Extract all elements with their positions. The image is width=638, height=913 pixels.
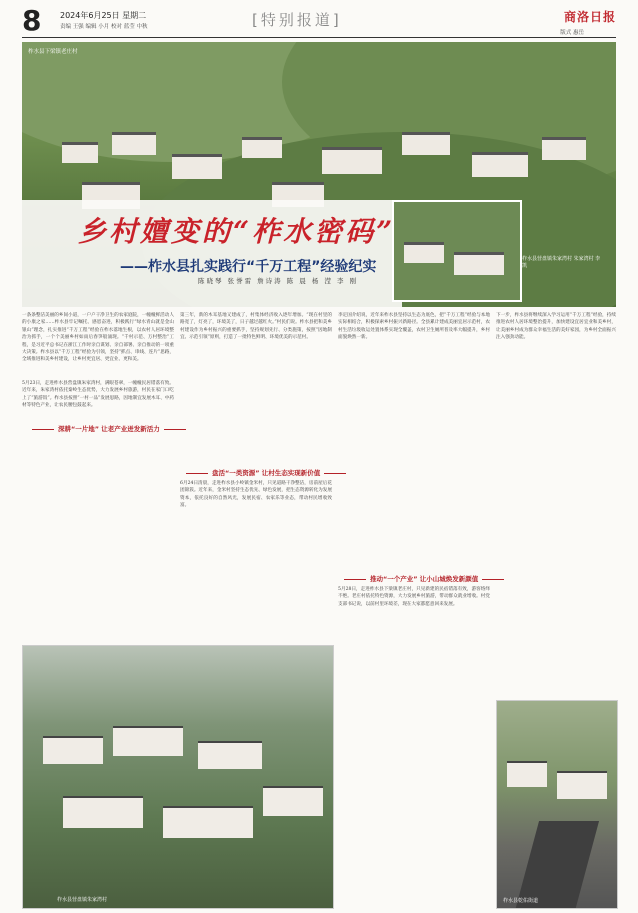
article-column-4	[496, 312, 616, 692]
village-house	[63, 796, 143, 828]
paragraph: 李定国介绍说，近年来柞水县坚持以生态为底色，把“千万工程”经验与本地实际相结合，积极探索乡村振兴新路径。全县累计建成美丽宜居示范村，农村生活垃圾收运处置体系实现全覆盖，农村卫生厕所普及率大幅提升，乡村面貌焕然一新。	[338, 313, 490, 341]
village-photo-left	[22, 645, 334, 909]
issue-date: 2024年6月25日 星期二	[60, 11, 147, 20]
photo-caption: 柞水县营盘镇朱家湾村	[57, 897, 108, 903]
paragraph: 第三年，新的木耳基地又建成了，村集体经济收入逐年增加。“现在村里的路宽了，灯亮了，环境美了，日子越过越红火。”村民们说。柞水县把和美乡村建设作为乡村振兴的重要抓手，坚持规划先行、分类施策，按照“因地制宜、示范引领”原则，打造了一批特色鲜明、环境优美的示范村。	[180, 313, 332, 341]
town-photo-right	[496, 700, 618, 909]
village-house	[322, 147, 382, 174]
village-house	[172, 154, 222, 179]
hero-caption: 柞水县下梁镇老庄村	[28, 49, 78, 55]
article-byline: 陈晓琴 张誉雷 詹诗涛 陈 晨 杨 滢 李 刚	[198, 277, 359, 285]
village-house	[112, 132, 156, 155]
article-column-3b	[338, 586, 490, 906]
article-column-1	[22, 312, 174, 642]
photo-caption: 柞水县乾佑街道	[503, 898, 539, 904]
paragraph: 5月23日，走进柞水县营盘镇朱家湾村，满眼苍翠，一幢幢民居错落有致。近年来，朱家湾村依托秦岭生态优势，大力发展乡村旅游，村民在家门口吃上了“旅游饭”。柞水县按照“一村一品”发展思路，因地制宜发展木耳、中药材等特色产业，让农民腰包鼓起来。	[22, 380, 174, 409]
paragraph: 6月24日清晨，走进柞水县小岭镇金米村，只见道路干净整洁，房前屋后花团锦簇。近年来，金米村坚持生态优先、绿色发展，把生态资源转化为发展资本，依托良好的自然风光，发展民宿、农家乐等业态，带动村民增收致富。	[180, 481, 332, 509]
paragraph: 下一步，柞水县将继续深入学习运用“千万工程”经验，持续推进农村人居环境整治提升，加快建设宜居宜业和美乡村，让美丽乡村成为群众幸福生活的美好家园，为乡村全面振兴注入强劲动能。	[496, 313, 616, 341]
village-house	[43, 736, 103, 764]
village-house	[198, 741, 262, 769]
village-house	[62, 142, 98, 163]
village-house	[454, 252, 504, 275]
article-headline: 乡村嬗变的“柞水密码”	[78, 215, 396, 248]
newspaper-logo: 商洛日报	[563, 10, 616, 24]
inset-caption: 柞水县营盘镇朱家湾村 朱家湾村 李凯	[522, 256, 601, 269]
article-subheadline: ——柞水县扎实践行“千万工程”经验纪实	[120, 259, 377, 275]
village-house	[542, 137, 586, 160]
layout-editor: 版式 惠岳	[560, 30, 584, 36]
village-house	[402, 132, 450, 155]
village-house	[113, 726, 183, 756]
village-house	[557, 771, 607, 799]
paragraph: 一条条整洁美丽的乡间小道，一户户干净卫生的农家庭院，一幢幢鲜活动人的小康之家……柞水县牢记嘱托、感恩奋进，积极践行“绿水青山就是金山银山”理念，扎实推进“千万工程”经验在柞水落地生根，以农村人居环境整治为抓手，一个个美丽乡村如雨后春笋般涌现。“千村示范、万村整治”工程，是习近平总书记在浙江工作时亲自谋划、亲自部署、亲自推动的一项重大决策。柞水县以“千万工程”经验为引领，坚持“抓点、串线、连片”思路，全域推进和美乡村建设，让乡村更宜居、更宜业、更和美。	[22, 313, 174, 363]
inset-photo	[392, 200, 522, 302]
village-house	[242, 137, 282, 158]
village-house	[507, 761, 547, 787]
staff-credits: 责编 王强 编辑 小月 校对 蓝莹 中秋	[60, 24, 148, 30]
page-number: 8	[22, 4, 42, 37]
section-subhead: 推动“一个产业” 让小山城焕发新颜值	[344, 574, 504, 583]
section-subhead: 盘活“一类资源” 让村生态实现新价值	[186, 468, 346, 477]
paragraph: 5月28日，走进柞水县下梁镇老庄村，只见新建的民宿错落有致，游客络绎不绝。老庄村依托特色资源，大力发展乡村旅游，带动群众就业增收。村党支部书记说，以前村里环境差，现在大家都愿意回来发展。	[338, 587, 490, 607]
section-subhead: 深耕“一片地” 让老产业迸发新活力	[32, 424, 186, 433]
village-house	[404, 242, 444, 263]
article-column-2	[180, 312, 332, 462]
article-column-3	[338, 312, 490, 572]
road	[515, 821, 599, 909]
masthead	[0, 0, 638, 44]
section-title: [特别报道]	[252, 11, 342, 29]
header-rule	[22, 37, 616, 38]
village-house	[472, 152, 528, 177]
village-house	[163, 806, 253, 838]
article-column-2b	[180, 480, 332, 640]
village-house	[263, 786, 323, 816]
